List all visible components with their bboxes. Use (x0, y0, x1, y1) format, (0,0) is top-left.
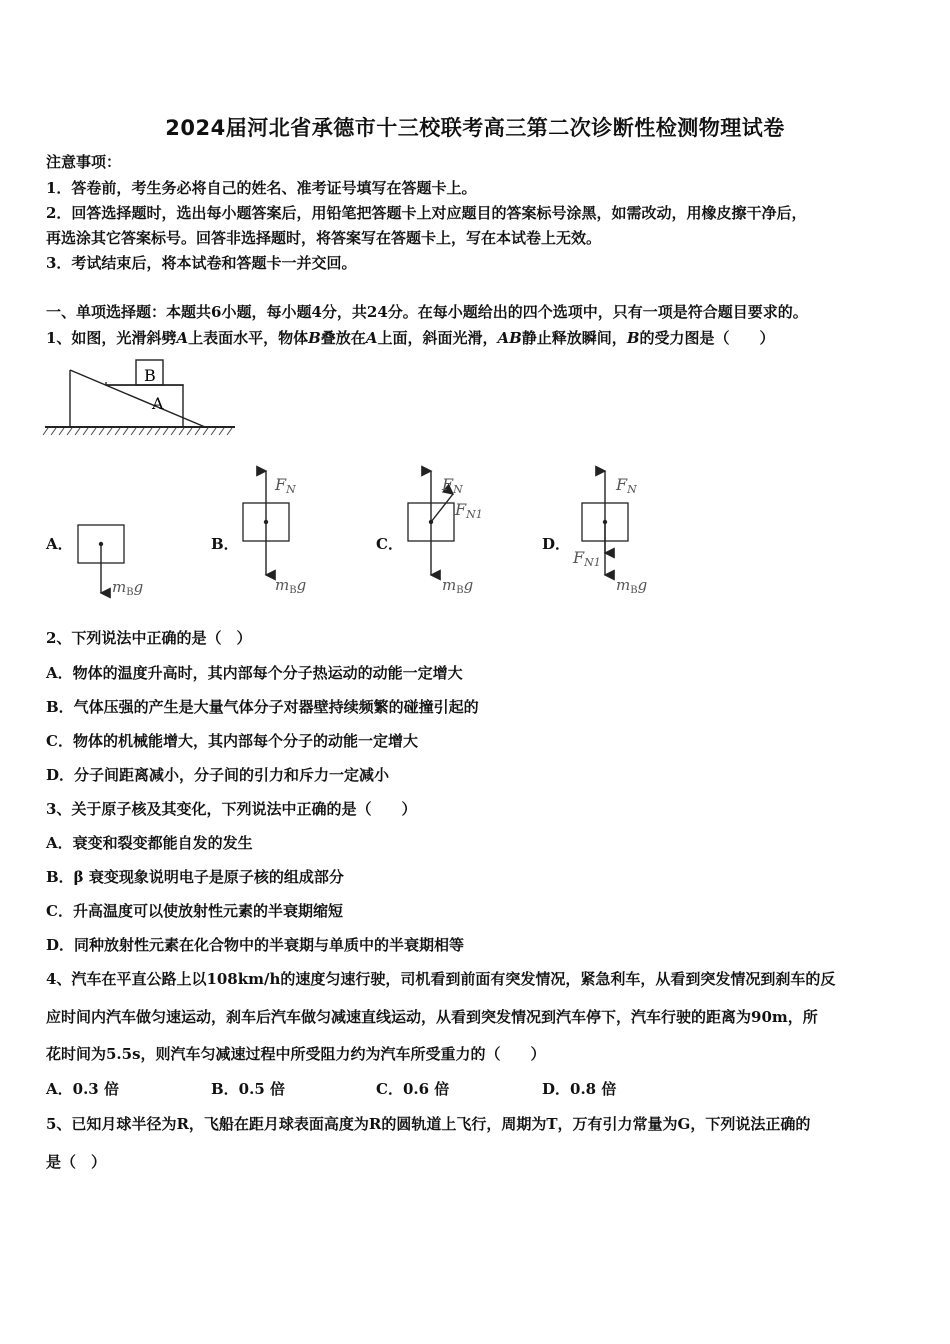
q4-option-d[interactable]: D．0.8 倍 (542, 1080, 617, 1098)
question-3-stem: 3、关于原子核及其变化，下列说法中正确的是（ ） (46, 800, 417, 818)
q2-option-d[interactable]: D．分子间距离减小，分子间的引力和斥力一定减小 (46, 766, 390, 784)
label-mbg: $m_Bg$ (616, 576, 648, 596)
label-mbg: $m_Bg$ (442, 576, 474, 596)
q2-option-c[interactable]: C．物体的机械能增大，其内部每个分子的动能一定增大 (46, 732, 418, 750)
q4-option-b[interactable]: B．0.5 倍 (211, 1080, 285, 1098)
q1-stem-part: 叠放在 (320, 329, 366, 347)
q2-option-b[interactable]: B．气体压强的产生是大量气体分子对器壁持续频繁的碰撞引起的 (46, 698, 479, 716)
question-2-stem: 2、下列说法中正确的是（ ） (46, 629, 252, 647)
ground-hatching (43, 428, 232, 435)
question-4-stem-line: 4、汽车在平直公路上以108km/h的速度匀速行驶，司机看到前面有突发情况，紧急利车，从看到突发情况到刹车的反 (46, 970, 836, 988)
question-5-stem-line: 5、已知月球半径为R，飞船在距月球表面高度为R的圆轨道上飞行，周期为T，万有引力常量为G，下列说法正确的 (46, 1115, 811, 1133)
label-fn: FN (442, 475, 463, 496)
q1-var-ab: AB (497, 329, 522, 347)
q2-option-a[interactable]: A．物体的温度升高时，其内部每个分子热运动的动能一定增大 (46, 664, 463, 682)
q1-var-b: B (308, 329, 321, 347)
section-heading: 一、单项选择题：本题共6小题，每小题4分，共24分。在每小题给出的四个选项中，只有一项是符合题目要求的。 (46, 303, 808, 321)
q1-var-a: A (365, 329, 378, 347)
q1-var-b: B (626, 329, 640, 347)
wedge-figure (40, 355, 245, 440)
label-fn: FN (275, 475, 296, 496)
block-a-outline (106, 385, 183, 427)
notice-heading: 注意事项： (46, 153, 122, 171)
question-5-stem-line: 是（ ） (46, 1153, 107, 1171)
q3-option-d[interactable]: D．同种放射性元素在化合物中的半衰期与单质中的半衰期相等 (46, 936, 465, 954)
q1-stem-part: 1、如图，光滑斜劈 (46, 329, 177, 347)
exam-title: 2024届河北省承德市十三校联考高三第二次诊断性检测物理试卷 (165, 116, 785, 140)
force-diagram-b (235, 465, 335, 600)
notice-item: 2．回答选择题时，选出每小题答案后，用铅笔把答题卡上对应题目的答案标号涂黑，如需改动，用橡皮擦干净后， (46, 204, 807, 222)
question-4-stem-line: 花时间为5.5s，则汽车匀减速过程中所受阻力约为汽车所受重力的（ ） (46, 1045, 546, 1063)
question-1-stem (46, 327, 775, 348)
q1-option-c[interactable]: C． (376, 535, 403, 553)
q1-option-b[interactable]: B． (211, 535, 239, 553)
notice-item: 3．考试结束后，将本试卷和答题卡一并交回。 (46, 254, 357, 272)
label-fn: FN (616, 475, 637, 496)
q1-stem-part: 上表面水平，物体 (188, 329, 309, 347)
q1-var-a: A (176, 329, 189, 347)
force-diagram-a (70, 515, 160, 600)
notice-item: 1．答卷前，考生务必将自己的姓名、准考证号填写在答题卡上。 (46, 179, 477, 197)
q4-option-a[interactable]: A．0.3 倍 (46, 1080, 119, 1098)
force-diagram-d (570, 465, 680, 600)
label-block-b: B (144, 366, 156, 385)
label-fn1: FN1 (455, 500, 483, 521)
q4-option-c[interactable]: C．0.6 倍 (376, 1080, 450, 1098)
q3-option-a[interactable]: A．衰变和裂变都能自发的发生 (46, 834, 253, 852)
label-fn1: FN1 (573, 548, 601, 569)
q3-option-c[interactable]: C．升高温度可以使放射性元素的半衰期缩短 (46, 902, 343, 920)
label-mbg: $m_Bg$ (275, 576, 307, 596)
label-block-a: A (152, 394, 164, 413)
normal-force-1-arrow (431, 494, 453, 522)
q1-stem-part: 的受力图是（ ） (639, 329, 775, 347)
q1-option-d[interactable]: D． (542, 535, 571, 553)
label-mbg: $m_Bg$ (112, 578, 144, 598)
q1-option-a[interactable]: A． (46, 535, 73, 553)
q1-stem-part: 静止释放瞬间， (521, 329, 627, 347)
notice-item: 再选涂其它答案标号。回答非选择题时，将答案写在答题卡上，写在本试卷上无效。 (46, 229, 602, 247)
force-diagram-c (400, 465, 510, 600)
wedge-incline (70, 370, 205, 427)
q1-stem-part: 上面，斜面光滑， (377, 329, 498, 347)
q3-option-b[interactable]: B．β 衰变现象说明电子是原子核的组成部分 (46, 868, 344, 886)
question-4-stem-line: 应时间内汽车做匀速运动，刹车后汽车做匀减速直线运动，从看到突发情况到汽车停下，汽车行驶的距离为90m，所 (46, 1008, 818, 1026)
